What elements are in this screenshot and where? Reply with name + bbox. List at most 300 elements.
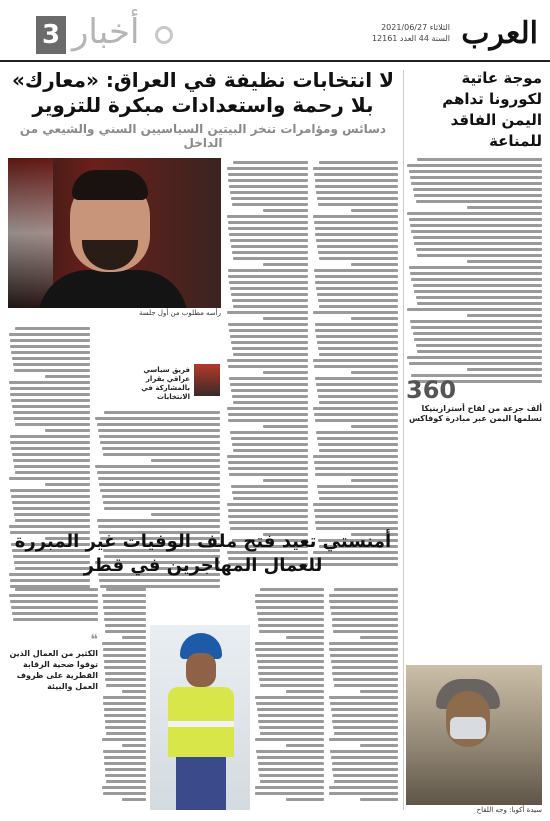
text-line xyxy=(315,281,398,284)
text-line xyxy=(229,233,308,236)
author-box xyxy=(134,364,220,402)
text-line xyxy=(104,612,146,615)
text-line xyxy=(314,173,398,176)
text-line xyxy=(13,363,90,366)
text-line xyxy=(105,726,146,729)
text-line xyxy=(318,395,398,398)
text-line xyxy=(97,423,220,426)
text-line xyxy=(95,417,220,420)
text-line xyxy=(45,429,90,432)
text-line xyxy=(13,618,99,621)
author-name: فريق سياسي عراقي بقرار بالمشاركة في الانتخابات xyxy=(141,366,190,401)
text-line xyxy=(351,317,398,320)
text-line xyxy=(105,720,146,723)
text-line xyxy=(313,455,398,458)
text-line xyxy=(414,290,542,293)
text-line xyxy=(233,353,308,356)
text-line xyxy=(106,684,146,687)
text-line xyxy=(228,173,308,176)
text-line xyxy=(413,332,542,335)
text-line xyxy=(331,612,398,615)
text-line xyxy=(255,786,324,789)
main-story-headline[interactable]: لا انتخابات نظيفة في العراق: «معارك» بلا رحمة واستعدادات مبكرة للتزوير xyxy=(12,68,394,117)
text-line xyxy=(332,672,398,675)
text-line xyxy=(351,371,398,374)
text-line xyxy=(232,299,308,302)
text-line xyxy=(313,359,398,362)
text-line xyxy=(9,594,98,597)
text-line xyxy=(227,215,308,218)
text-line xyxy=(407,212,542,215)
column-divider xyxy=(403,70,404,810)
text-line xyxy=(10,435,90,438)
text-line xyxy=(329,600,398,603)
text-line xyxy=(10,345,90,348)
text-line xyxy=(10,600,98,603)
main-photo-caption: رأسه مطلوب من أول جلسة xyxy=(139,309,221,317)
text-line xyxy=(407,308,542,311)
author-avatar xyxy=(194,364,220,396)
text-line xyxy=(227,455,308,458)
text-line xyxy=(416,344,542,347)
text-line xyxy=(228,227,308,230)
text-line xyxy=(102,738,146,741)
text-line xyxy=(317,245,398,248)
text-line xyxy=(103,501,220,504)
text-line xyxy=(232,491,308,494)
text-line xyxy=(10,489,90,492)
text-line xyxy=(259,678,324,681)
text-line xyxy=(257,708,324,711)
text-line xyxy=(229,521,308,524)
text-line xyxy=(104,762,146,765)
text-line xyxy=(414,242,542,245)
text-line xyxy=(329,786,398,789)
text-line xyxy=(227,359,308,362)
text-line xyxy=(228,365,308,368)
text-line xyxy=(228,413,308,416)
text-line xyxy=(259,630,324,633)
text-line xyxy=(122,798,146,801)
text-line xyxy=(229,329,308,332)
photo-hair xyxy=(72,170,148,200)
text-line xyxy=(12,453,90,456)
text-line xyxy=(316,383,398,386)
text-line xyxy=(329,642,398,645)
text-line xyxy=(9,333,90,336)
text-line xyxy=(98,477,220,480)
text-line xyxy=(106,732,146,735)
text-line xyxy=(413,284,542,287)
text-line xyxy=(233,161,308,164)
text-line xyxy=(319,353,398,356)
text-line xyxy=(232,443,308,446)
text-line xyxy=(409,170,542,173)
text-line xyxy=(97,471,220,474)
text-line xyxy=(332,714,399,717)
text-line xyxy=(98,525,220,528)
text-line xyxy=(331,660,398,663)
text-line xyxy=(122,744,146,747)
text-line xyxy=(230,239,308,242)
text-line xyxy=(14,369,90,372)
text-line xyxy=(333,726,398,729)
text-line xyxy=(315,185,398,188)
worker-photo xyxy=(150,625,250,810)
text-line xyxy=(103,696,146,699)
text-line xyxy=(410,320,542,323)
text-line xyxy=(258,624,324,627)
text-line xyxy=(318,251,398,254)
text-line xyxy=(318,443,398,446)
text-line xyxy=(315,323,398,326)
text-line xyxy=(105,672,146,675)
text-line xyxy=(15,327,90,330)
text-line xyxy=(263,263,308,266)
text-line xyxy=(104,411,220,414)
text-line xyxy=(260,588,324,591)
ring-icon xyxy=(155,26,173,44)
text-line xyxy=(230,191,308,194)
photo-vest-stripe xyxy=(168,721,234,727)
text-line xyxy=(263,479,308,482)
date-line: الثلاثاء 2021/06/27 xyxy=(381,23,450,32)
text-line xyxy=(319,449,398,452)
text-line xyxy=(13,507,90,510)
text-line xyxy=(329,738,398,741)
text-line xyxy=(417,158,542,161)
text-line xyxy=(228,269,308,272)
text-line xyxy=(230,383,308,386)
text-line xyxy=(233,305,308,308)
text-line xyxy=(228,467,308,470)
text-line xyxy=(10,393,90,396)
text-line xyxy=(318,299,398,302)
text-line xyxy=(414,338,542,341)
masked-woman-photo xyxy=(406,665,542,805)
text-line xyxy=(233,257,308,260)
text-line xyxy=(10,339,90,342)
text-line xyxy=(255,792,324,795)
text-line xyxy=(467,314,542,317)
second-body-col-1 xyxy=(8,585,98,624)
text-line xyxy=(333,630,398,633)
photo-flag xyxy=(8,158,53,308)
text-line xyxy=(286,744,325,747)
text-line xyxy=(407,356,542,359)
text-line xyxy=(229,281,308,284)
text-line xyxy=(256,750,324,753)
photo-pants xyxy=(176,757,226,810)
text-line xyxy=(467,206,542,209)
text-line xyxy=(330,750,398,753)
text-line xyxy=(467,260,542,263)
right-story-body xyxy=(406,158,542,383)
text-line xyxy=(11,495,90,498)
text-line xyxy=(10,387,90,390)
text-line xyxy=(417,350,542,353)
text-line xyxy=(258,666,325,669)
main-body-col-1 xyxy=(226,158,308,569)
text-line xyxy=(227,167,308,170)
pull-quote-number: 360 xyxy=(406,376,457,404)
text-line xyxy=(316,239,398,242)
text-line xyxy=(255,696,324,699)
text-line xyxy=(228,275,308,278)
text-line xyxy=(263,371,308,374)
text-line xyxy=(12,357,90,360)
text-line xyxy=(228,179,308,182)
text-line xyxy=(259,726,324,729)
text-line xyxy=(259,774,324,777)
text-line xyxy=(317,389,398,392)
photo-worker-face xyxy=(186,653,216,687)
text-line xyxy=(228,515,308,518)
text-line xyxy=(417,302,542,305)
text-line xyxy=(258,618,325,621)
text-line xyxy=(317,485,398,488)
text-line xyxy=(13,459,90,462)
text-line xyxy=(11,606,98,609)
text-line xyxy=(409,362,542,365)
text-line xyxy=(258,714,325,717)
text-line xyxy=(15,423,90,426)
text-line xyxy=(414,194,542,197)
text-line xyxy=(260,684,324,687)
text-line xyxy=(416,200,542,203)
text-line xyxy=(260,780,324,783)
text-line xyxy=(233,401,308,404)
text-line xyxy=(314,413,398,416)
text-line xyxy=(104,708,146,711)
text-line xyxy=(360,798,399,801)
text-line xyxy=(229,377,308,380)
text-line xyxy=(102,594,146,597)
text-line xyxy=(151,459,220,462)
text-line xyxy=(15,519,90,522)
text-line xyxy=(313,311,398,314)
photo-mask xyxy=(450,717,486,739)
text-line xyxy=(411,182,542,185)
text-line xyxy=(360,690,399,693)
text-line xyxy=(227,407,308,410)
text-line xyxy=(329,696,398,699)
text-line xyxy=(105,774,146,777)
text-line xyxy=(11,351,90,354)
text-line xyxy=(102,447,220,450)
text-line xyxy=(313,167,398,170)
text-line xyxy=(417,254,542,257)
text-line xyxy=(227,311,308,314)
text-line xyxy=(351,479,398,482)
text-line xyxy=(410,176,542,179)
text-line xyxy=(233,497,308,500)
masthead xyxy=(0,10,550,62)
text-line xyxy=(45,483,90,486)
text-line xyxy=(258,720,324,723)
text-line xyxy=(104,618,146,621)
text-line xyxy=(263,209,308,212)
text-line xyxy=(263,317,308,320)
section-number: 3 xyxy=(36,16,66,54)
text-line xyxy=(103,453,220,456)
text-line xyxy=(15,588,98,591)
right-story xyxy=(406,68,542,748)
second-body-col-2 xyxy=(102,585,146,804)
text-line xyxy=(14,465,90,468)
text-line xyxy=(14,513,90,516)
text-line xyxy=(329,648,398,651)
text-line xyxy=(333,678,398,681)
text-line xyxy=(103,654,146,657)
text-line xyxy=(286,690,325,693)
text-line xyxy=(317,437,398,440)
right-story-headline[interactable]: موجة عاتية لكورونا تداهم اليمن الفاقد للمناعة xyxy=(442,69,542,150)
text-line xyxy=(10,441,90,444)
text-line xyxy=(315,521,398,524)
text-line xyxy=(332,618,399,621)
text-line xyxy=(329,594,398,597)
text-line xyxy=(12,501,90,504)
second-story-headline[interactable]: أمنستي تعيد فتح ملف الوفيات غير المبررة للعمال المهاجرين في قطر xyxy=(14,531,392,576)
text-line xyxy=(103,648,146,651)
text-line xyxy=(330,654,398,657)
text-line xyxy=(106,780,146,783)
text-line xyxy=(411,278,542,281)
text-line xyxy=(99,483,220,486)
text-line xyxy=(316,191,398,194)
text-line xyxy=(232,203,308,206)
text-line xyxy=(334,684,398,687)
text-line xyxy=(228,461,308,464)
text-line xyxy=(286,798,325,801)
text-line xyxy=(315,515,398,518)
speaker-photo xyxy=(8,158,221,308)
text-line xyxy=(410,224,542,227)
text-line xyxy=(12,612,98,615)
text-line xyxy=(315,329,398,332)
text-line xyxy=(256,654,324,657)
text-line xyxy=(103,702,146,705)
text-line xyxy=(231,389,308,392)
text-line xyxy=(314,269,398,272)
text-line xyxy=(229,185,308,188)
text-line xyxy=(228,509,308,512)
text-line xyxy=(102,786,146,789)
text-line xyxy=(319,161,398,164)
pull-quote-text: ألف جرعة من لقاح أسترازينيكا تسلمها اليمن عبر مبادرة كوفاكس xyxy=(408,404,542,423)
text-line xyxy=(314,365,398,368)
text-line xyxy=(98,429,220,432)
text-line xyxy=(334,780,398,783)
text-line xyxy=(99,435,220,438)
text-line xyxy=(317,293,398,296)
second-body-col-4 xyxy=(328,585,398,804)
main-body-col-2 xyxy=(312,158,398,569)
text-line xyxy=(13,411,90,414)
text-line xyxy=(231,293,308,296)
text-line xyxy=(103,606,146,609)
text-line xyxy=(231,197,308,200)
text-line xyxy=(411,230,542,233)
text-line xyxy=(416,296,542,299)
text-line xyxy=(315,467,398,470)
text-line xyxy=(257,612,324,615)
text-line xyxy=(313,215,398,218)
text-line xyxy=(228,323,308,326)
text-line xyxy=(319,401,398,404)
text-line xyxy=(255,594,324,597)
text-line xyxy=(360,636,399,639)
text-line xyxy=(316,287,398,290)
text-line xyxy=(230,287,308,290)
text-line xyxy=(317,341,398,344)
text-line xyxy=(314,509,398,512)
text-line xyxy=(232,395,308,398)
text-line xyxy=(14,417,90,420)
text-line xyxy=(286,636,325,639)
main-story-subhead: دسائس ومؤامرات تنخر البيتين السياسيين السني والشيعي من الداخل xyxy=(19,122,387,150)
text-line xyxy=(318,491,398,494)
text-line xyxy=(104,714,146,717)
text-line xyxy=(333,774,398,777)
text-line xyxy=(230,431,308,434)
text-line xyxy=(151,513,220,516)
text-line xyxy=(105,768,146,771)
text-line xyxy=(229,473,308,476)
text-line xyxy=(105,630,146,633)
text-line xyxy=(105,624,146,627)
text-line xyxy=(467,368,542,371)
text-line xyxy=(100,441,220,444)
text-line xyxy=(9,477,90,480)
text-line xyxy=(228,221,308,224)
text-line xyxy=(227,503,308,506)
text-line xyxy=(104,756,146,759)
text-line xyxy=(315,233,398,236)
text-line xyxy=(351,263,398,266)
text-line xyxy=(319,497,398,500)
text-line xyxy=(122,690,146,693)
text-line xyxy=(315,473,398,476)
text-line xyxy=(413,236,542,239)
right-photo-caption: سيدة أكوبا: وجه اللقاح xyxy=(476,806,542,814)
text-line xyxy=(332,720,398,723)
issue-info xyxy=(372,22,450,44)
text-line xyxy=(231,437,308,440)
text-line xyxy=(11,399,90,402)
text-line xyxy=(263,425,308,428)
text-line xyxy=(11,447,90,450)
text-line xyxy=(256,702,324,705)
text-line xyxy=(313,503,398,506)
text-line xyxy=(231,245,308,248)
text-line xyxy=(330,702,398,705)
text-line xyxy=(257,756,324,759)
text-line xyxy=(315,275,398,278)
text-line xyxy=(99,579,220,582)
text-line xyxy=(315,419,398,422)
text-line xyxy=(260,732,324,735)
text-line xyxy=(231,485,308,488)
text-line xyxy=(15,471,90,474)
text-line xyxy=(332,624,398,627)
section-name: أخبار xyxy=(72,12,140,52)
text-line xyxy=(316,431,398,434)
newspaper-logo: العرب xyxy=(461,16,538,51)
text-line xyxy=(231,341,308,344)
text-line xyxy=(258,672,324,675)
